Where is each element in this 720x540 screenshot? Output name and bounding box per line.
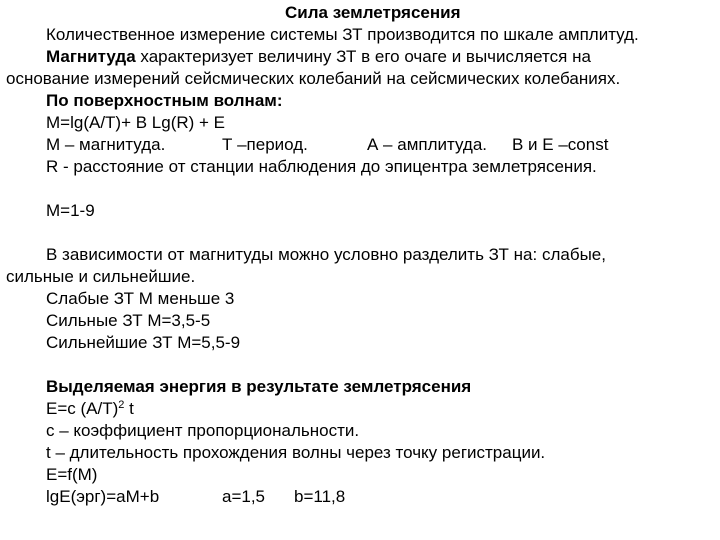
paragraph-magnitude-cont: основание измерений сейсмических колебаний на сейсмических колебаниях. xyxy=(6,69,621,88)
energy-formula-exponent: 2 xyxy=(118,399,125,411)
legend-m: М – магнитуда. xyxy=(46,135,166,154)
energy-formula-tail: t xyxy=(124,399,134,418)
surface-waves-heading: По поверхностным волнам: xyxy=(46,91,283,110)
page-title: Сила землетрясения xyxy=(285,3,461,22)
energy-formula xyxy=(46,398,134,420)
energy-heading: Выделяемая энергия в результате землетрясения xyxy=(46,377,472,396)
coefficient-b: b=11,8 xyxy=(294,487,346,506)
magnitude-definition: характеризует величину ЗТ в его очаге и вычисляется на xyxy=(135,47,591,66)
paragraph-intro: Количественное измерение системы ЗТ производится по шкале амплитуд. xyxy=(46,25,639,44)
energy-formula-base: E=c (A/T) xyxy=(46,399,119,418)
energy-function: E=f(M) xyxy=(46,465,98,484)
class-strongest: Сильнейшие ЗТ М=5,5-9 xyxy=(46,333,241,352)
class-strong: Сильные ЗТ М=3,5-5 xyxy=(46,311,211,330)
log-energy-expression: lgE(эрг)=aM+b xyxy=(46,487,160,506)
magnitude-formula: M=lg(A/T)+ B Lg(R) + E xyxy=(46,113,226,132)
r-definition: R - расстояние от станции наблюдения до эпицентра землетрясения. xyxy=(46,157,597,176)
magnitude-range: M=1-9 xyxy=(46,201,95,220)
legend-a: А – амплитуда. xyxy=(367,135,488,154)
classification-text: В зависимости от магнитуды можно условно разделить ЗТ на: слабые, xyxy=(46,245,606,264)
classification-text-cont: сильные и сильнейшие. xyxy=(6,267,196,286)
t-definition: t – длительность прохождения волны через точку регистрации. xyxy=(46,443,546,462)
class-weak: Слабые ЗТ М меньше 3 xyxy=(46,289,235,308)
coefficient-a: a=1,5 xyxy=(222,487,266,506)
legend-be: В и Е –const xyxy=(512,135,609,154)
magnitude-term: Магнитуда xyxy=(46,47,136,66)
legend-t: Т –период. xyxy=(222,135,308,154)
paragraph-magnitude xyxy=(46,46,591,68)
c-definition: с – коэффициент пропорциональности. xyxy=(46,421,360,440)
